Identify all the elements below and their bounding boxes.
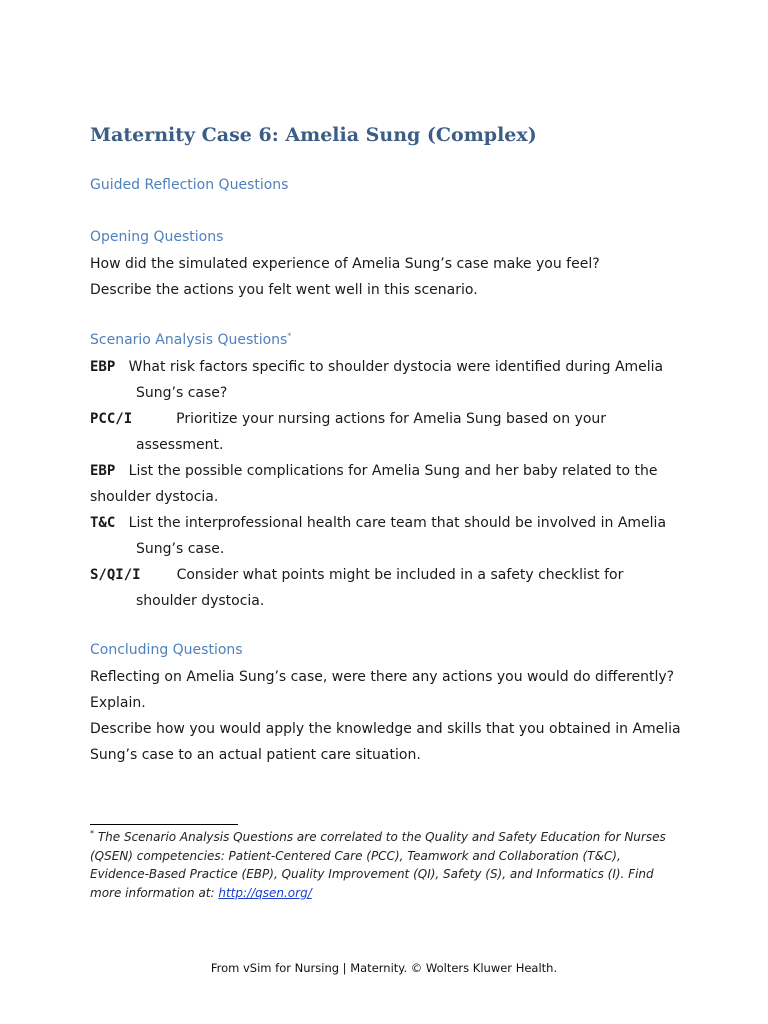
scenario-heading-text: Scenario Analysis Questions xyxy=(90,332,288,348)
opening-question-1: How did the simulated experience of Amelia Sung’s case make you feel? xyxy=(90,256,600,272)
competency-tag: S/QI/I xyxy=(90,567,141,583)
concluding-question-1-cont: Explain. xyxy=(90,695,146,711)
concluding-question-2-cont: Sung’s case to an actual patient care situation. xyxy=(90,747,421,763)
scenario-heading xyxy=(90,332,291,348)
question-text: Consider what points might be included in a safety checklist for xyxy=(176,567,624,583)
page-title: Maternity Case 6: Amelia Sung (Complex) xyxy=(90,124,537,146)
scenario-question-5 xyxy=(90,562,680,614)
question-text: What risk factors specific to shoulder dystocia were identified during Amelia xyxy=(128,359,664,375)
footnote-reference[interactable]: * xyxy=(287,331,292,341)
question-text-cont: Sung’s case? xyxy=(136,385,228,401)
section-subtitle: Guided Reflection Questions xyxy=(90,177,289,193)
scenario-question-3 xyxy=(90,458,680,510)
competency-tag: EBP xyxy=(90,359,116,375)
scenario-question-1 xyxy=(90,354,680,406)
question-text: List the possible complications for Amelia Sung and her baby related to the xyxy=(128,463,658,479)
question-text-cont: assessment. xyxy=(136,437,224,453)
footnote xyxy=(90,828,680,902)
question-text-cont: Sung’s case. xyxy=(136,541,225,557)
footnote-text: The Scenario Analysis Questions are correlated to the Quality and Safety Education for Nurses (QSEN) competencies: Patient-Centered Care (PCC), Teamwork and Collaboration (T&C), Evidence-Based Practice (EBP), Quality Improvement (QI), Safety (S), and Informatics (I). Find more information at: xyxy=(90,830,666,900)
scenario-question-2 xyxy=(90,406,680,458)
footnote-separator xyxy=(90,824,238,825)
scenario-question-4 xyxy=(90,510,680,562)
concluding-heading: Concluding Questions xyxy=(90,642,243,658)
opening-question-2: Describe the actions you felt went well in this scenario. xyxy=(90,282,478,298)
opening-heading: Opening Questions xyxy=(90,229,224,245)
page-footer: From vSim for Nursing | Maternity. © Wolters Kluwer Health. xyxy=(210,961,558,975)
qsen-link[interactable]: http://qsen.org/ xyxy=(218,885,312,900)
concluding-question-1: Reflecting on Amelia Sung’s case, were there any actions you would do differently? xyxy=(90,669,675,685)
competency-tag: EBP xyxy=(90,463,116,479)
question-text-cont: shoulder dystocia. xyxy=(90,489,219,505)
concluding-question-2: Describe how you would apply the knowledge and skills that you obtained in Amelia xyxy=(90,721,681,737)
question-text-cont: shoulder dystocia. xyxy=(136,593,265,609)
question-text: List the interprofessional health care team that should be involved in Amelia xyxy=(128,515,667,531)
footnote-mark: * xyxy=(90,829,94,838)
question-text: Prioritize your nursing actions for Amelia Sung based on your xyxy=(176,411,607,427)
competency-tag: PCC/I xyxy=(90,411,133,427)
competency-tag: T&C xyxy=(90,515,116,531)
